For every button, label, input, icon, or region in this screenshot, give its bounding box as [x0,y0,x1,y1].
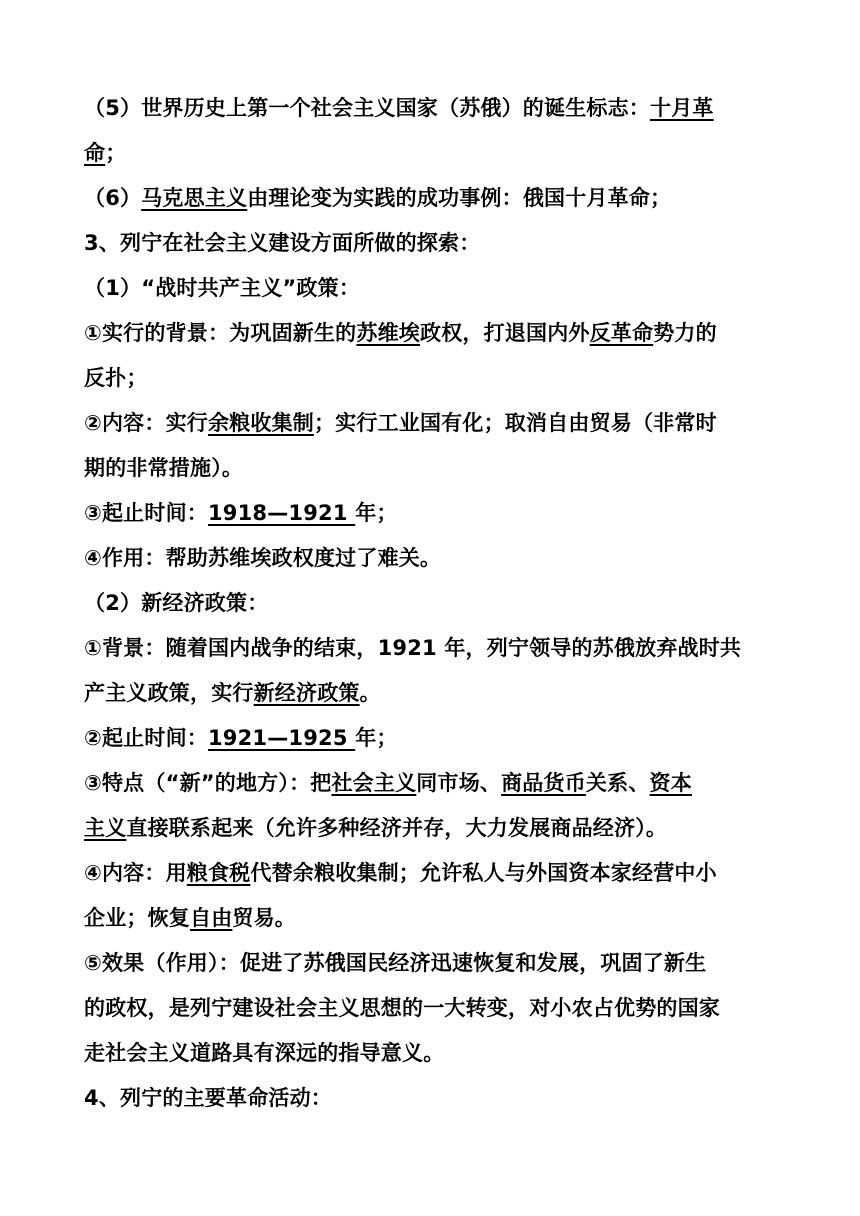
text-segment: ④作用：帮助苏维埃政权度过了难关。 [84,546,442,570]
text-line [84,401,784,446]
text-segment: （1）“战时共产主义”政策： [84,276,361,300]
text-segment: （6） [84,186,142,210]
underlined-term: 苏维埃 [356,321,420,345]
underlined-term: 主义 [84,816,127,840]
underlined-term: 新经济政策 [253,681,360,705]
underlined-term: 反革命 [589,321,654,345]
text-segment: 期的非常措施）。 [84,456,244,480]
text-segment: 势力的 [653,321,717,345]
text-line [84,851,784,896]
text-segment: 4、列宁的主要革命活动： [84,1086,333,1110]
text-segment: ②内容：实行 [84,411,208,435]
text-line [84,716,784,761]
text-segment: 。 [359,681,381,705]
text-segment: ②起止时间： [84,726,208,750]
text-segment: 的政权，是列宁建设社会主义思想的一大转变，对小农占优势的国家 [84,996,720,1020]
text-segment: 反扑； [84,366,148,390]
text-segment: 产主义政策，实行 [84,681,254,705]
text-line [84,536,784,581]
underlined-term: 商品货币 [501,771,586,795]
text-segment: 关系、 [585,771,650,795]
text-line [84,761,784,806]
underlined-term: 命 [84,141,106,165]
subsection-heading [84,581,784,626]
underlined-term: 十月革 [650,96,714,120]
text-segment: ③特点（“新”的地方）：把 [84,771,332,795]
text-segment: 年； [355,501,398,525]
text-segment: 由理论变为实践的成功事例：俄国十月革命； [247,186,672,210]
underlined-term: 马克思主义 [141,186,248,210]
text-line [84,941,784,986]
text-segment: ④内容：用 [84,861,187,885]
underlined-term: 社会主义 [331,771,417,795]
text-segment: 走社会主义道路具有深远的指导意义。 [84,1041,445,1065]
text-segment: ①实行的背景：为巩固新生的 [84,321,357,345]
text-line [84,356,784,401]
subsection-heading [84,266,784,311]
underlined-term: 余粮收集制 [207,411,314,435]
text-line [84,986,784,1031]
text-line [84,896,784,941]
text-segment: 代替余粮收集制；允许私人与外国资本家经营中小 [250,861,717,885]
text-segment: 政权，打退国内外 [420,321,590,345]
text-segment: ； [105,141,127,165]
text-line [84,491,784,536]
text-line [84,671,784,716]
text-segment: ；实行工业国有化；取消自由贸易（非常时 [313,411,717,435]
text-line [84,311,784,356]
text-segment: （2）新经济政策： [84,591,269,615]
text-segment: （5）世界历史上第一个社会主义国家（苏俄）的诞生标志： [84,96,651,120]
text-segment: 贸易。 [232,906,297,930]
text-segment: ③起止时间： [84,501,208,525]
text-line [84,626,784,671]
document-body [84,86,784,1121]
text-line [84,86,784,131]
underlined-term: 1918—1921 [207,501,356,525]
text-segment: 企业；恢复 [84,906,190,930]
text-segment: 直接联系起来（允许多种经济并存，大力发展商品经济）。 [126,816,668,840]
underlined-term: 1921—1925 [207,726,356,750]
section-heading [84,221,784,266]
text-segment: ⑤效果（作用）：促进了苏俄国民经济迅速恢复和发展，巩固了新生 [84,951,707,975]
text-line [84,176,784,221]
underlined-term: 自由 [190,906,233,930]
text-line [84,131,784,176]
underlined-term: 资本 [649,771,692,795]
text-segment: ①背景：随着国内战争的结束，1921 年，列宁领导的苏俄放弃战时共 [84,636,742,660]
text-segment: 同市场、 [416,771,502,795]
text-segment: 年； [355,726,398,750]
text-line [84,446,784,491]
text-line [84,1031,784,1076]
text-segment: 3、列宁在社会主义建设方面所做的探索： [84,231,481,255]
section-heading [84,1076,784,1121]
underlined-term: 粮食税 [186,861,251,885]
text-line [84,806,784,851]
